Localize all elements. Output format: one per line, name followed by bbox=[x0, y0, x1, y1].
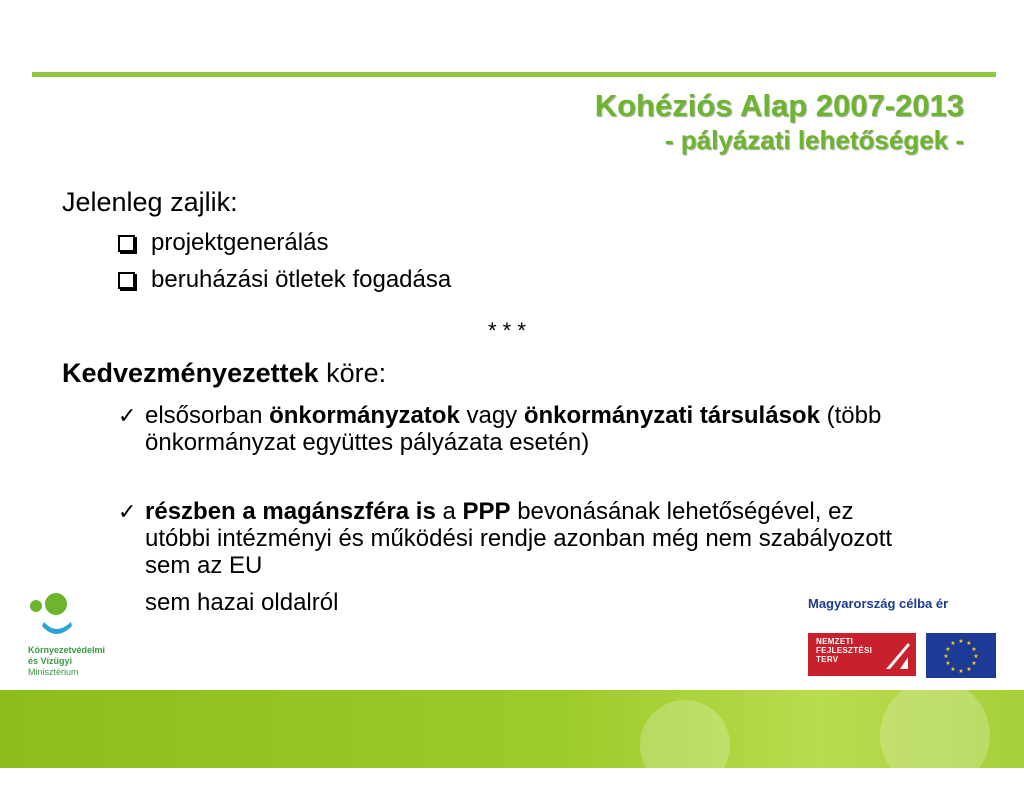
title-line-1: Kohéziós Alap 2007-2013 bbox=[594, 88, 964, 123]
list-item bbox=[118, 402, 918, 456]
bold-run: részben a magánszféra is bbox=[145, 498, 436, 525]
list-item-label: projektgenerálás bbox=[151, 229, 329, 256]
list-item bbox=[118, 229, 328, 257]
eu-flag-icon bbox=[926, 633, 996, 678]
heading-bold: Kedvezményezettek bbox=[62, 358, 319, 388]
ministry-name-line: és Vízügyi bbox=[28, 656, 73, 666]
section-heading-current: Jelenleg zajlik: bbox=[62, 187, 238, 217]
svg-text:★: ★ bbox=[950, 666, 956, 673]
svg-text:★: ★ bbox=[971, 660, 977, 667]
list-item-text bbox=[145, 402, 918, 456]
svg-text:★: ★ bbox=[943, 653, 949, 660]
svg-text:★: ★ bbox=[958, 668, 964, 675]
ministry-logo-text bbox=[28, 645, 105, 678]
separator: * * * bbox=[488, 318, 526, 343]
list-item bbox=[118, 498, 918, 616]
bold-run: PPP bbox=[462, 498, 511, 525]
text-run: bevonásának lehetőségével, ez utóbbi intézményi és működési rendje azonban még nem szabályozott sem az EU bbox=[145, 498, 893, 579]
svg-text:★: ★ bbox=[966, 640, 972, 647]
checkmark-icon: ✓ bbox=[118, 499, 137, 524]
bold-run: önkormányzatok bbox=[269, 402, 460, 429]
title-line-2: - pályázati lehetőségek - bbox=[664, 125, 964, 155]
svg-text:★: ★ bbox=[945, 646, 951, 653]
nft-logo-text bbox=[816, 637, 872, 664]
top-divider bbox=[32, 72, 996, 77]
checkmark-icon: ✓ bbox=[118, 403, 137, 428]
bold-run: önkormányzati társulások bbox=[523, 402, 820, 429]
footer-band bbox=[0, 690, 1024, 768]
nft-line: FEJLESZTÉSI bbox=[816, 646, 873, 655]
svg-text:★: ★ bbox=[950, 640, 956, 647]
text-run: vagy bbox=[459, 402, 524, 429]
ministry-name-line: Minisztérium bbox=[28, 667, 79, 677]
text-run: (több önkormányzat együttes pályázata esetén) bbox=[145, 402, 882, 456]
list-item bbox=[118, 266, 451, 294]
slide-title bbox=[595, 88, 964, 156]
svg-text:★: ★ bbox=[971, 646, 977, 653]
nft-logo bbox=[808, 633, 916, 676]
checkbox-bullet-icon bbox=[118, 235, 135, 252]
checkbox-bullet-icon bbox=[118, 272, 135, 289]
list-item-text bbox=[145, 498, 918, 579]
slogan-text: Magyarország célba ér bbox=[808, 596, 949, 611]
list-item-label: beruházási ötletek fogadása bbox=[151, 266, 452, 293]
nft-line: NEMZETI bbox=[816, 637, 854, 646]
nft-line: TERV bbox=[816, 655, 839, 664]
nft-arrow-icon bbox=[884, 639, 912, 671]
svg-text:★: ★ bbox=[945, 660, 951, 667]
heading-rest: köre: bbox=[318, 358, 387, 388]
list-item-continuation: sem hazai oldalról bbox=[145, 589, 339, 616]
svg-text:★: ★ bbox=[973, 653, 979, 660]
svg-text:★: ★ bbox=[958, 638, 964, 645]
section-heading-beneficiaries bbox=[62, 358, 386, 389]
ministry-name-line: Környezetvédelmi bbox=[28, 645, 106, 655]
text-run: a bbox=[435, 498, 463, 525]
svg-text:★: ★ bbox=[966, 666, 972, 673]
text-run: elsősorban bbox=[145, 402, 270, 429]
